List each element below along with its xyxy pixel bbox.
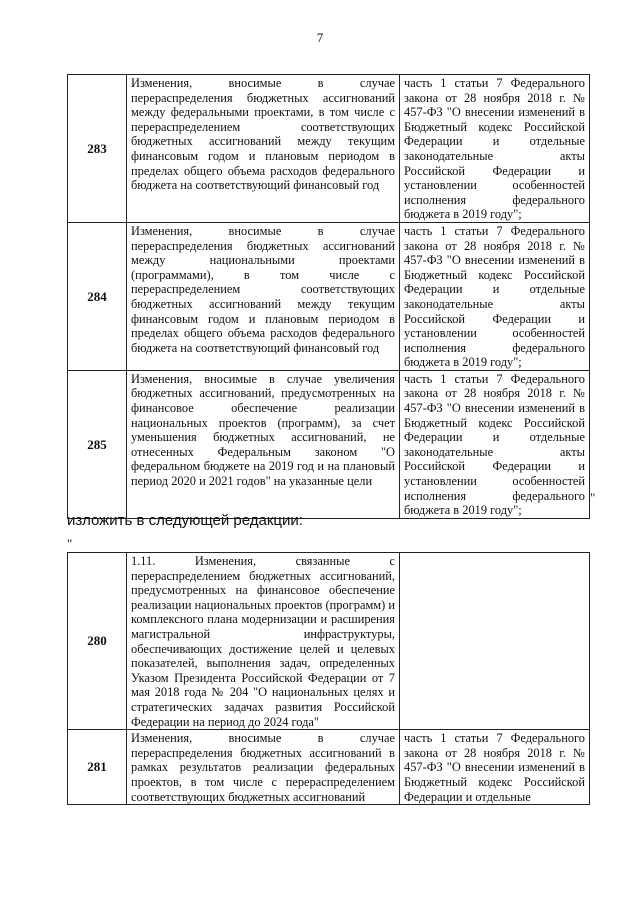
legal-basis: [400, 553, 590, 730]
row-number: 285: [68, 370, 127, 518]
row-number: 281: [68, 730, 127, 805]
row-number: 284: [68, 222, 127, 370]
opening-quote: ": [67, 536, 73, 551]
table-row: [68, 370, 590, 518]
change-description: 1.11. Изменения, связанные с перераспределением бюджетных ассигнований, предусмотренных на финансовое обеспечение реализации национальных проектов (программ) и комплексного плана модернизации и расширения магистральной инфраструктуры, обеспечивающих достижение целей и целевых показателей, выполнения задач, определенных Указом Президента Российской Федерации от 7 мая 2018 года № 204 "О национальных целях и стратегических задачах развития Российской Федерации на период до 2024 года": [127, 553, 400, 730]
change-description: Изменения, вносимые в случае перераспределения бюджетных ассигнований в рамках результатов реализации федеральных проектов, в том числе с перераспределением соответствующих бюджетных ассигнований: [127, 730, 400, 805]
table-row: [68, 730, 590, 805]
legal-basis: часть 1 статьи 7 Федерального закона от 28 ноября 2018 г. № 457-ФЗ "О внесении изменений в Бюджетный кодекс Российской Федерации и отдельные: [400, 730, 590, 805]
regulation-table-bottom: [67, 552, 590, 805]
change-description: Изменения, вносимые в случае увеличения бюджетных ассигнований, предусмотренных на финансовое обеспечение реализации национальных проектов (программ), за счет уменьшения бюджетных ассигнований, не отнесенных Федеральным законом "О федеральном бюджете на 2019 год и на плановый период 2020 и 2021 годов" на указанные цели: [127, 370, 400, 518]
closing-quote: ": [590, 490, 596, 505]
change-description: Изменения, вносимые в случае перераспределения бюджетных ассигнований между национальными проектами (программами), в том числе с перераспределением соответствующих бюджетных ассигнований между текущим финансовым годом и плановым периодом в пределах общего объема расходов федерального бюджета на соответствующий финансовый год: [127, 222, 400, 370]
page-number: 7: [316, 30, 324, 45]
row-number: 280: [68, 553, 127, 730]
legal-basis: часть 1 статьи 7 Федерального закона от 28 ноября 2018 г. № 457-ФЗ "О внесении изменений в Бюджетный кодекс Российской Федерации и отдельные законодательные акты Российской Федерации и установлении особенностей исполнения федерального бюджета в 2019 году";: [400, 75, 590, 223]
row-number: 283: [68, 75, 127, 223]
legal-basis: часть 1 статьи 7 Федерального закона от 28 ноября 2018 г. № 457-ФЗ "О внесении изменений в Бюджетный кодекс Российской Федерации и отдельные законодательные акты Российской Федерации и установлении особенностей исполнения федерального бюджета в 2019 году";: [400, 370, 590, 518]
table-row: [68, 222, 590, 370]
intro-text: изложить в следующей редакции:: [67, 512, 303, 529]
legal-basis: часть 1 статьи 7 Федерального закона от 28 ноября 2018 г. № 457-ФЗ "О внесении изменений в Бюджетный кодекс Российской Федерации и отдельные законодательные акты Российской Федерации и установлении особенностей исполнения федерального бюджета в 2019 году";: [400, 222, 590, 370]
change-description: Изменения, вносимые в случае перераспределения бюджетных ассигнований между федеральными проектами, в том числе с перераспределением соответствующих бюджетных ассигнований между текущим финансовым годом и плановым периодом в пределах общего объема расходов федерального бюджета на соответствующий финансовый год: [127, 75, 400, 223]
page-bottom-edge: [0, 876, 640, 905]
regulation-table-top: [67, 74, 590, 519]
table-row: [68, 553, 590, 730]
table-row: [68, 75, 590, 223]
